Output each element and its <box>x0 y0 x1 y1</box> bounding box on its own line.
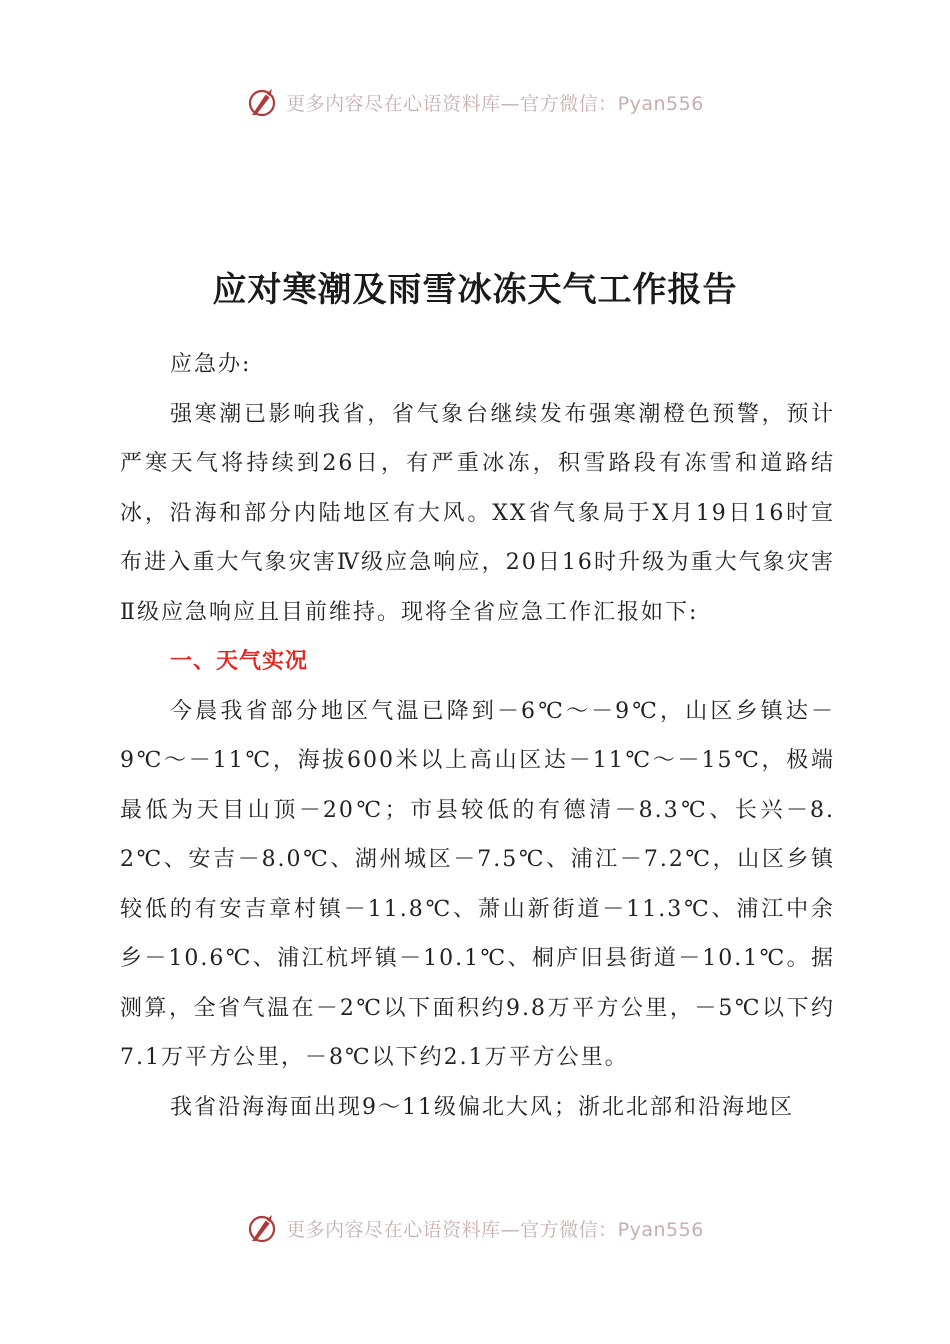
watermark-text: 更多内容尽在心语资料库—官方微信：Pyan556 <box>286 92 704 115</box>
intro-paragraph: 强寒潮已影响我省，省气象台继续发布强寒潮橙色预警，预计严寒天气将持续到26日，有严重冰冻，积雪路段有冻雪和道路结冰，沿海和部分内陆地区有大风。XX省气象局于X月19日16时宣布进入重大气象灾害Ⅳ级应急响应，20日16时升级为重大气象灾害Ⅱ级应急响应且目前维持。现将全省应急工作汇报如下: <box>120 401 835 625</box>
watermark-text: 更多内容尽在心语资料库—官方微信：Pyan556 <box>286 1218 704 1241</box>
footer-watermark-banner <box>0 1208 950 1248</box>
weather-paragraph: 今晨我省部分地区气温已降到－6℃～－9℃，山区乡镇达－9℃～－11℃，海拔600米以上高山区达－11℃～－15℃，极端最低为天目山顶－20℃；市县较低的有德清－8.3℃、长兴－8.2℃、安吉－8.0℃、湖州城区－7.5℃、浦江－7.2℃，山区乡镇较低的有安吉章村镇－11.8℃、萧山新街道－11.3℃、浦江中余乡－10.6℃、浦江杭坪镇－10.1℃、桐庐旧县街道－10.1℃。据测算，全省气温在－2℃以下面积约9.8万平方公里，－5℃以下约7.1万平方公里，－8℃以下约2.1万平方公里。 <box>120 698 835 1070</box>
header-watermark-banner <box>0 82 950 122</box>
salutation: 应急办: <box>170 352 252 377</box>
document-title: 应对寒潮及雨雪冰冻天气工作报告 <box>212 270 738 310</box>
pen-nib-circle-icon <box>246 85 280 119</box>
wind-paragraph: 我省沿海海面出现9～11级偏北大风；浙北北部和沿海地区 <box>170 1094 794 1120</box>
section-heading-weather: 一、天气实况 <box>170 649 309 674</box>
pen-nib-circle-icon <box>246 1211 280 1245</box>
document-body <box>120 340 835 1132</box>
